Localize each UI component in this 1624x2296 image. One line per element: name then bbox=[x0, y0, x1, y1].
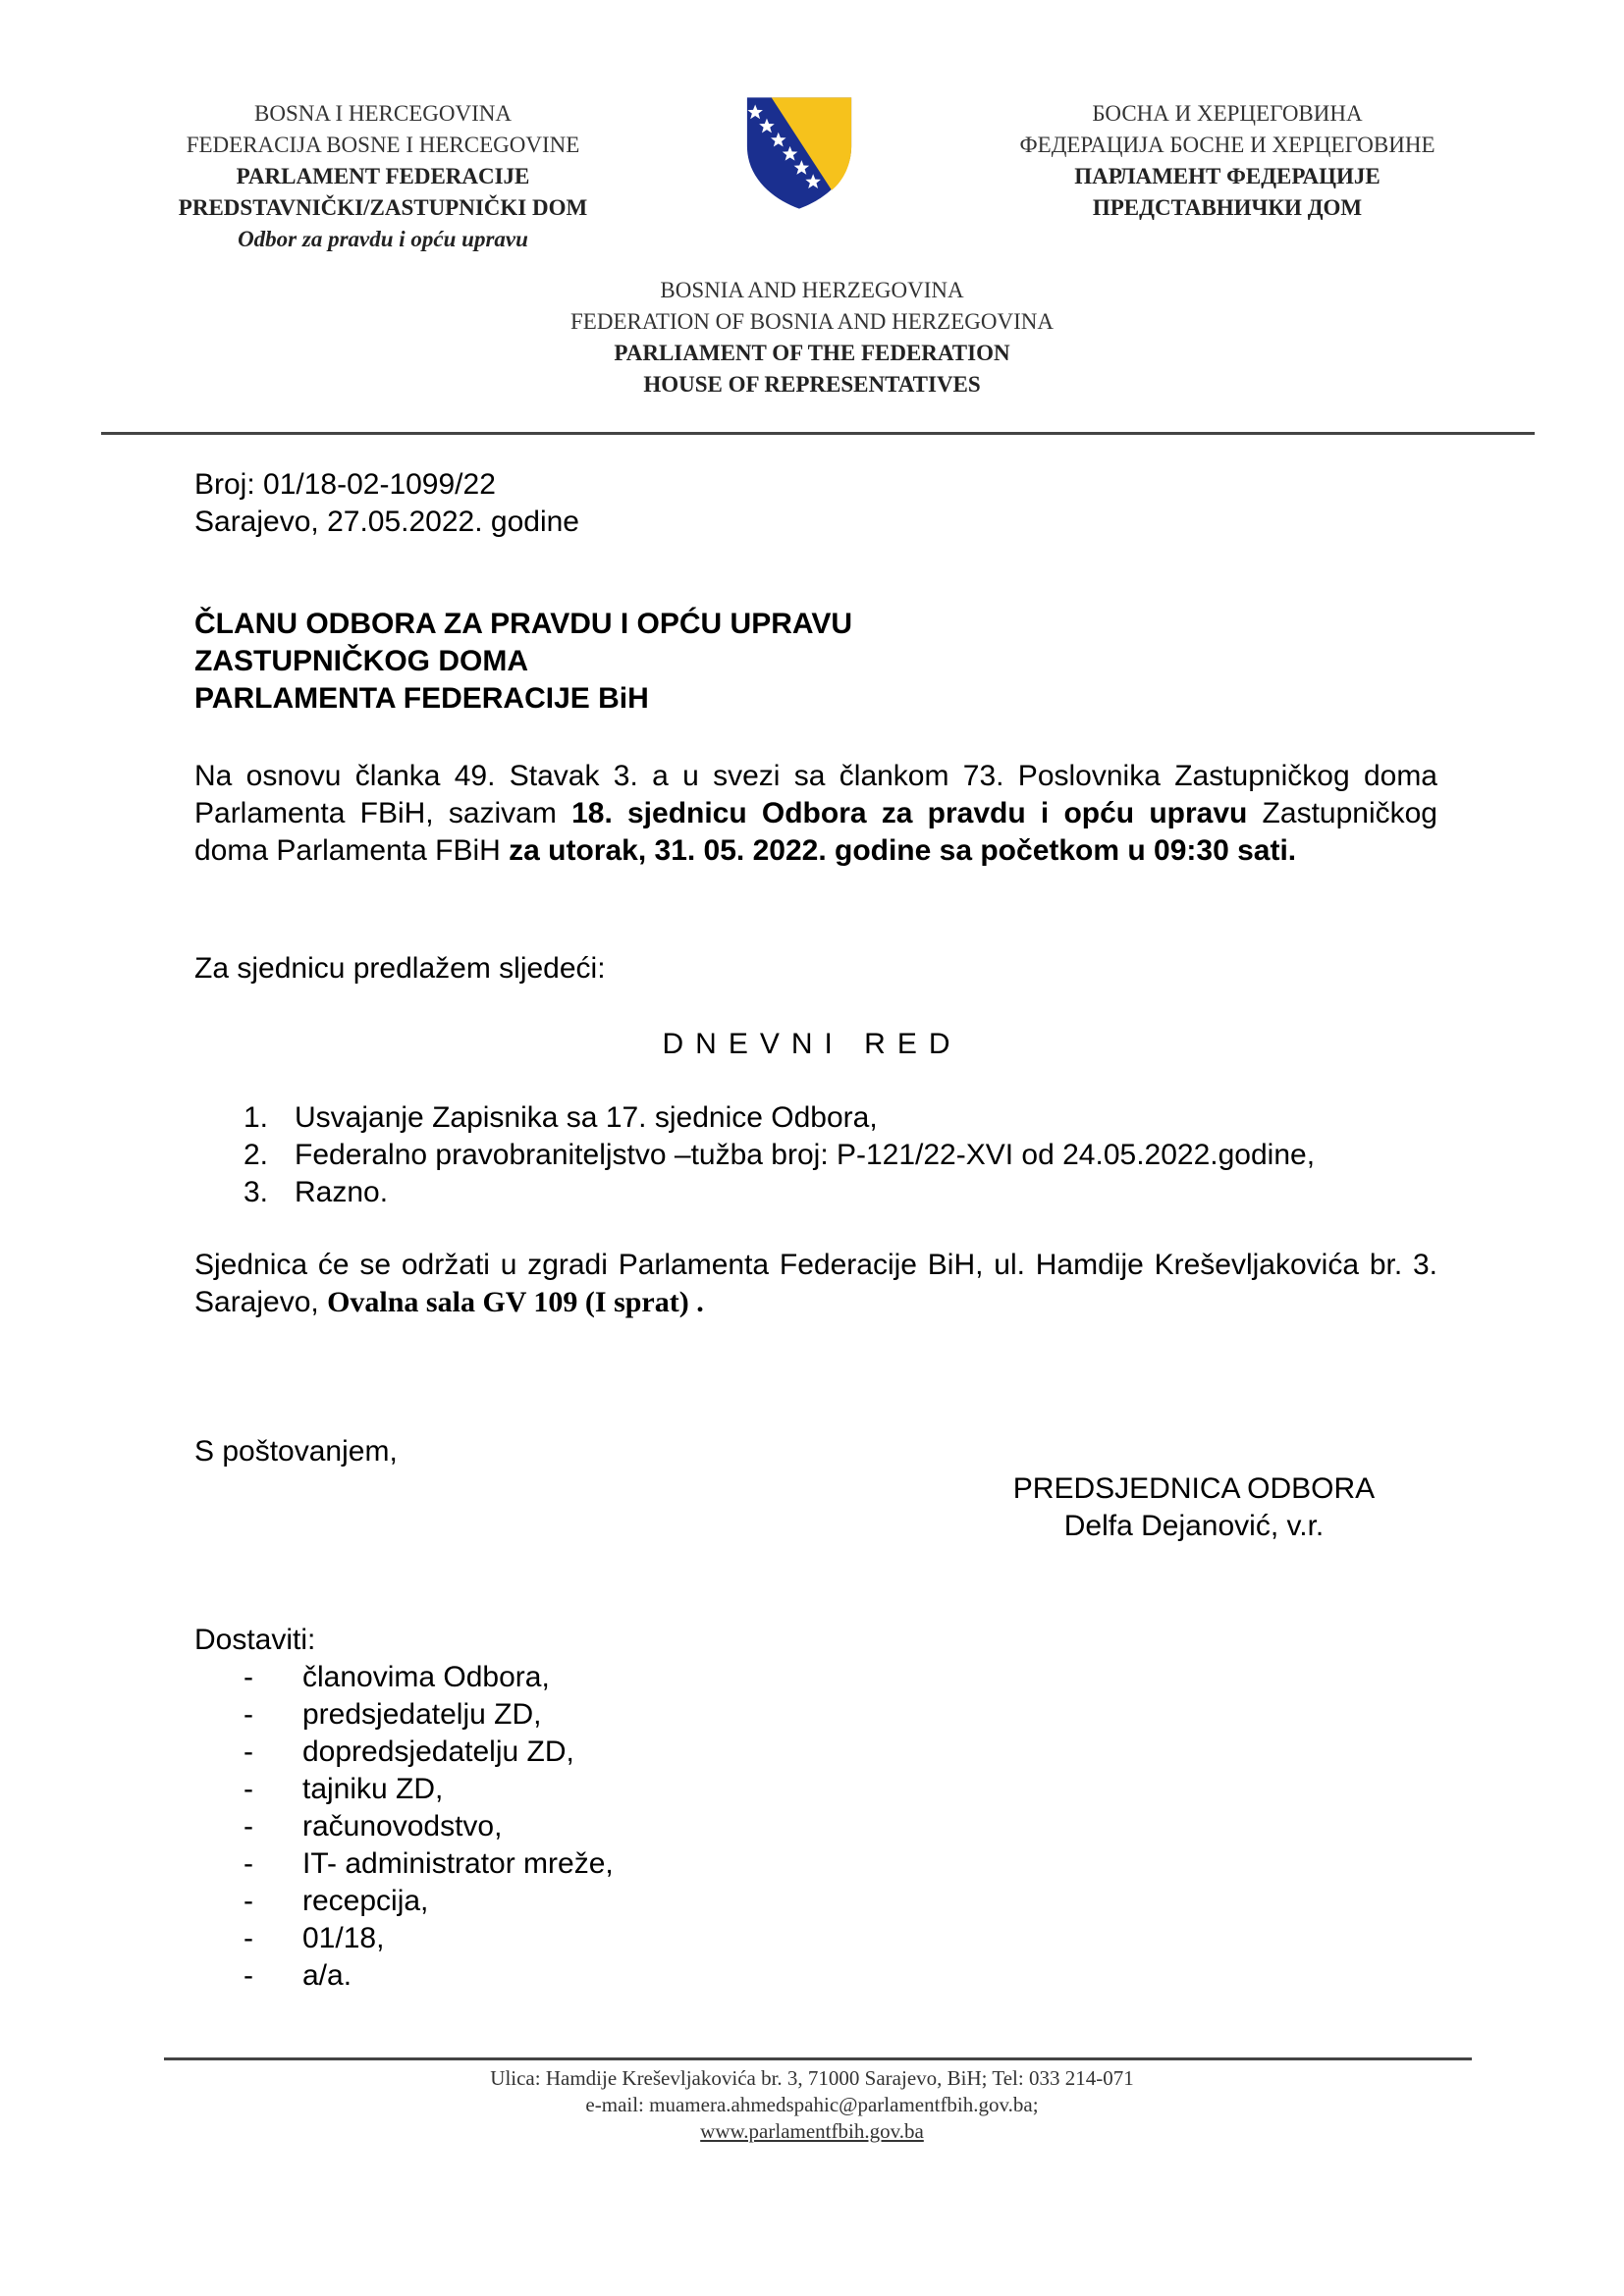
distribution-item bbox=[194, 1920, 614, 1957]
list-dash: - bbox=[244, 1773, 253, 1805]
reference-block bbox=[194, 466, 579, 541]
agenda-item-text: Usvajanje Zapisnika sa 17. sjednice Odbora, bbox=[295, 1101, 878, 1134]
distribution-item bbox=[194, 1957, 614, 1995]
header-right-line1: БОСНА И ХЕРЦЕГОВИНА bbox=[1092, 101, 1363, 126]
header-center-line3: PARLIAMENT OF THE FEDERATION bbox=[614, 341, 1010, 365]
addressee-block bbox=[194, 606, 852, 718]
agenda-item-text: Razno. bbox=[295, 1176, 389, 1208]
coat-of-arms-icon bbox=[741, 95, 857, 211]
header-center-line2: FEDERATION OF BOSNIA AND HERZEGOVINA bbox=[570, 309, 1054, 334]
list-dash: - bbox=[244, 1810, 253, 1842]
header-center-line1: BOSNIA AND HERZEGOVINA bbox=[660, 278, 964, 302]
agenda-item-number: 3. bbox=[244, 1176, 269, 1208]
distribution-item bbox=[194, 1808, 614, 1845]
addressee-line3: PARLAMENTA FEDERACIJE BiH bbox=[194, 682, 649, 715]
signature-title: PREDSJEDNICA ODBORA bbox=[1012, 1472, 1376, 1505]
list-dash: - bbox=[244, 1885, 253, 1917]
distribution-item-text: članovima Odbora, bbox=[302, 1661, 550, 1693]
intro-paragraph bbox=[194, 758, 1437, 870]
intro-text-2: Zastupničkog doma Parlamenta FBiH bbox=[194, 797, 1437, 867]
header-left-line4: PREDSTAVNIČKI/ZASTUPNIČKI DOM bbox=[178, 195, 588, 220]
distribution-item-text: predsjedatelju ZD, bbox=[302, 1698, 542, 1731]
distribution-item bbox=[194, 1845, 614, 1883]
distribution-item bbox=[194, 1771, 614, 1808]
addressee-line2: ZASTUPNIČKOG DOMA bbox=[194, 645, 528, 677]
list-dash: - bbox=[244, 1959, 253, 1992]
greeting: S poštovanjem, bbox=[194, 1435, 398, 1468]
agenda-item bbox=[234, 1099, 1315, 1137]
signature-block bbox=[988, 1470, 1400, 1545]
agenda-title: DNEVNI RED bbox=[662, 1028, 962, 1060]
distribution-item bbox=[194, 1734, 614, 1771]
location-text: Sjednica će se održati u zgradi Parlamenta Federacije BiH, ul. Hamdije Kreševljakovića br. 3. Sarajevo, bbox=[194, 1249, 1437, 1318]
header-left bbox=[98, 98, 668, 255]
footer bbox=[0, 2065, 1624, 2145]
agenda-item-text: Federalno pravobraniteljstvo –tužba broj: P-121/22-XVI od 24.05.2022.godine, bbox=[295, 1139, 1316, 1171]
list-dash: - bbox=[244, 1847, 253, 1880]
signature-name: Delfa Dejanović, v.r. bbox=[1063, 1510, 1325, 1542]
header-right-line2: ФЕДЕРАЦИЈА БОСНЕ И ХЕРЦЕГОВИНЕ bbox=[1019, 133, 1435, 157]
header-left-line3: PARLAMENT FEDERACIJE bbox=[236, 164, 530, 188]
distribution-label: Dostaviti: bbox=[194, 1624, 316, 1656]
agenda-item bbox=[234, 1174, 1315, 1211]
distribution-item bbox=[194, 1696, 614, 1734]
footer-website-link[interactable]: www.parlamentfbih.gov.ba bbox=[700, 2119, 924, 2143]
intro-session-date: za utorak, 31. 05. 2022. godine sa početkom u 09:30 sati. bbox=[509, 834, 1297, 867]
agenda-item-number: 2. bbox=[244, 1139, 269, 1171]
addressee-line1: ČLANU ODBORA ZA PRAVDU I OPĆU UPRAVU bbox=[194, 608, 853, 640]
location-paragraph bbox=[194, 1247, 1437, 1321]
agenda-list bbox=[234, 1099, 1315, 1211]
list-dash: - bbox=[244, 1661, 253, 1693]
footer-email[interactable]: e-mail: muamera.ahmedspahic@parlamentfbih.gov.ba; bbox=[585, 2093, 1039, 2116]
header-divider bbox=[101, 432, 1535, 435]
intro-text-1: Na osnovu članka 49. Stavak 3. a u svezi sa člankom 73. Poslovnika Zastupničkog doma Parlamenta FBiH, sazivam bbox=[194, 760, 1437, 829]
agenda-item-number: 1. bbox=[244, 1101, 269, 1134]
intro-session-name: 18. sjednicu Odbora za pravdu i opću upravu bbox=[571, 797, 1248, 829]
list-dash: - bbox=[244, 1698, 253, 1731]
distribution-item-text: recepcija, bbox=[302, 1885, 429, 1917]
header-center bbox=[419, 275, 1205, 400]
header-left-line2: FEDERACIJA BOSNE I HERCEGOVINE bbox=[186, 133, 580, 157]
distribution-item-text: IT- administrator mreže, bbox=[302, 1847, 614, 1880]
distribution-item bbox=[194, 1883, 614, 1920]
header-left-line1: BOSNA I HERCEGOVINA bbox=[254, 101, 512, 126]
distribution-list bbox=[194, 1659, 614, 1995]
distribution-item bbox=[194, 1659, 614, 1696]
footer-divider bbox=[164, 2057, 1472, 2060]
location-room: Ovalna sala GV 109 (I sprat) . bbox=[327, 1286, 704, 1318]
reference-number: Broj: 01/18-02-1099/22 bbox=[194, 468, 496, 501]
distribution-item-text: računovodstvo, bbox=[302, 1810, 503, 1842]
propose-text: Za sjednicu predlažem sljedeći: bbox=[194, 952, 606, 985]
reference-place-date: Sarajevo, 27.05.2022. godine bbox=[194, 506, 579, 538]
list-dash: - bbox=[244, 1922, 253, 1954]
header-right-line4: ПРЕДСТАВНИЧКИ ДОМ bbox=[1092, 195, 1363, 220]
header-right bbox=[943, 98, 1512, 224]
header-right-line3: ПАРЛАМЕНТ ФЕДЕРАЦИЈЕ bbox=[1074, 164, 1380, 188]
list-dash: - bbox=[244, 1735, 253, 1768]
distribution-item-text: 01/18, bbox=[302, 1922, 385, 1954]
distribution-item-text: tajniku ZD, bbox=[302, 1773, 444, 1805]
header-center-line4: HOUSE OF REPRESENTATIVES bbox=[643, 372, 981, 397]
agenda-item bbox=[234, 1137, 1315, 1174]
header-left-committee: Odbor za pravdu i opću upravu bbox=[238, 227, 528, 251]
distribution-item-text: dopredsjedatelju ZD, bbox=[302, 1735, 574, 1768]
distribution-item-text: a/a. bbox=[302, 1959, 352, 1992]
footer-address: Ulica: Hamdije Kreševljakovića br. 3, 71000 Sarajevo, BiH; Tel: 033 214-071 bbox=[490, 2066, 1134, 2090]
